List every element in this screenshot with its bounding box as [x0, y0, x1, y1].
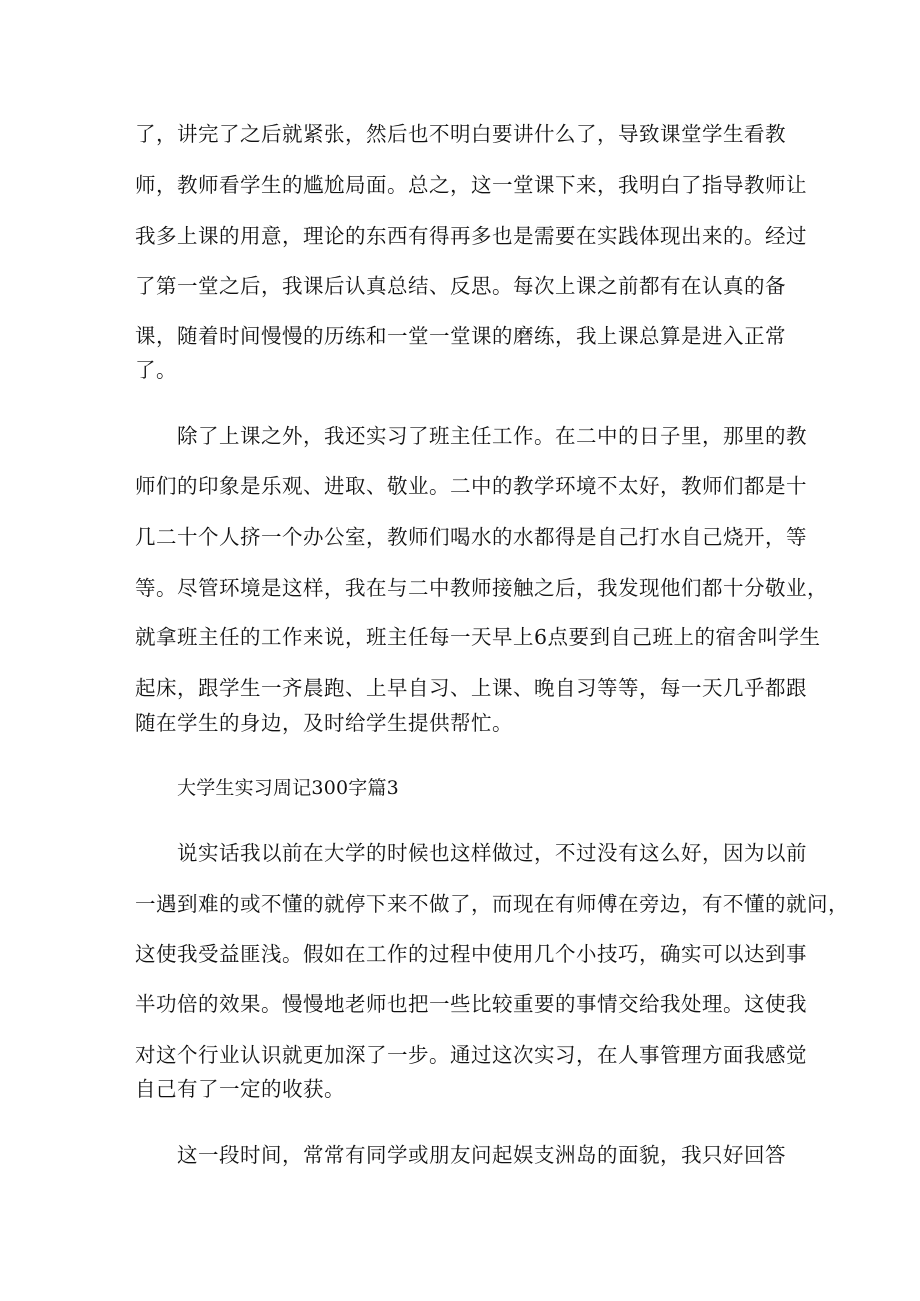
- paragraph-1-line-6: 了。: [135, 358, 177, 382]
- paragraph-3-line-5: 对这个行业认识就更加深了一步。通过这次实习，在人事管理方面我感觉: [135, 1043, 807, 1067]
- paragraph-2-line-1: 除了上课之外，我还实习了班主任工作。在二中的日子里，那里的教: [177, 424, 807, 448]
- paragraph-1-line-3: 我多上课的用意，理论的东西有得再多也是需要在实践体现出来的。经过: [135, 224, 807, 248]
- paragraph-1-line-1: 了，讲完了之后就紧张，然后也不明白要讲什么了，导致课堂学生看教: [135, 122, 786, 146]
- paragraph-3-line-6: 自己有了一定的收获。: [135, 1077, 345, 1101]
- paragraph-3-line-3: 这使我受益匪浅。假如在工作的过程中使用几个小技巧，确实可以达到事: [135, 942, 807, 966]
- paragraph-2-line-2: 师们的印象是乐观、进取、敬业。二中的教学环境不太好，教师们都是十: [135, 474, 807, 498]
- section-heading: 大学生实习周记300字篇3: [177, 777, 399, 799]
- paragraph-4-line-1: 这一段时间，常常有同学或朋友问起娱支洲岛的面貌，我只好回答: [177, 1143, 786, 1167]
- paragraph-3-line-1: 说实话我以前在大学的时候也这样做过，不过没有这么好，因为以前: [177, 841, 807, 865]
- paragraph-2-line-4: 等。尽管环境是这样，我在与二中教师接触之后，我发现他们都十分敬业，: [135, 576, 828, 600]
- paragraph-2-line-3: 几二十个人挤一个办公室，教师们喝水的水都得是自己打水自己烧开，等: [135, 525, 807, 549]
- paragraph-1-line-5: 课，随着时间慢慢的历练和一堂一堂课的磨练，我上课总算是进入正常: [135, 324, 786, 348]
- paragraph-1-line-2: 师，教师看学生的尴尬局面。总之，这一堂课下来，我明白了指导教师让: [135, 173, 807, 197]
- paragraph-3-line-2: 一遇到难的或不懂的就停下来不做了，而现在有师傅在旁边，有不懂的就问，: [135, 892, 849, 916]
- paragraph-2-line-5: 就拿班主任的工作来说，班主任每一天早上6点要到自己班上的宿舍叫学生: [135, 625, 821, 649]
- paragraph-2-line-6: 起床，跟学生一齐晨跑、上早自习、上课、晚自习等等，每一天几乎都跟: [135, 676, 807, 700]
- paragraph-3-line-4: 半功倍的效果。慢慢地老师也把一些比较重要的事情交给我处理。这使我: [135, 992, 807, 1016]
- paragraph-1-line-4: 了第一堂之后，我课后认真总结、反思。每次上课之前都有在认真的备: [135, 274, 786, 298]
- paragraph-2-line-7: 随在学生的身边，及时给学生提供帮忙。: [135, 711, 513, 735]
